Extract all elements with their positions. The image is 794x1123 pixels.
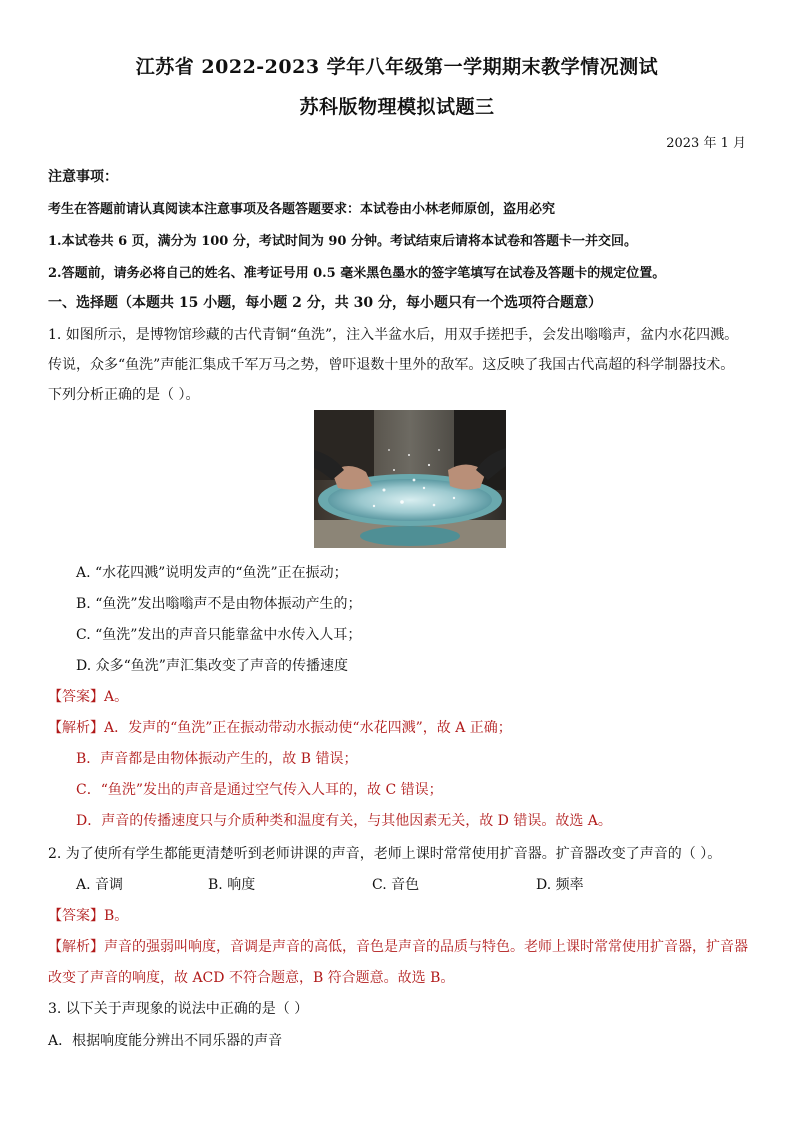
- exam-subtitle: 苏科版物理模拟试题三: [299, 96, 495, 118]
- q2-option-d: D. 频率: [536, 877, 584, 893]
- section-heading: 一、选择题（本题共 15 小题，每小题 2 分，共 30 分，每小题只有一个选项符合题意）: [48, 295, 602, 311]
- notice-line-2: 1.本试卷共 6 页，满分为 100 分，考试时间为 90 分钟。考试结束后请将本试卷和答题卡一并交回。: [48, 234, 637, 249]
- q2-analysis-line-2: 改变了声音的响度，故 ACD 不符合题意，B 符合题意。故选 B。: [48, 970, 455, 986]
- q1-option-b: B. “鱼洗”发出嗡嗡声不是由物体振动产生的；: [76, 596, 362, 612]
- q3-option-a: A．根据响度能分辨出不同乐器的声音: [48, 1033, 283, 1049]
- q1-analysis-line-2: B．声音都是由物体振动产生的，故 B 错误；: [76, 751, 358, 767]
- notice-heading: 注意事项：: [48, 169, 118, 185]
- q2-option-b: B. 响度: [208, 877, 256, 893]
- q1-stem-line-2: 传说，众多“鱼洗”声能汇集成千军万马之势，曾吓退数十里外的敌军。这反映了我国古代高超的科学制器技术。: [48, 357, 735, 373]
- q1-option-a: A. “水花四溅”说明发声的“鱼洗”正在振动；: [76, 565, 348, 581]
- q1-analysis-line-1: 【解析】A．发声的“鱼洗”正在振动带动水振动使“水花四溅”，故 A 正确；: [48, 720, 512, 736]
- q1-analysis-line-4: D．声音的传播速度只与介质种类和温度有关，与其他因素无关，故 D 错误。故选 A。: [76, 813, 612, 829]
- fish-basin-photo: [314, 410, 506, 548]
- fish-basin-photo-illustration: [314, 410, 506, 548]
- q1-stem-line-3: 下列分析正确的是（ ）。: [48, 387, 200, 403]
- q1-option-c: C. “鱼洗”发出的声音只能靠盆中水传入人耳；: [76, 627, 362, 643]
- notice-line-3: 2.答题前，请务必将自己的姓名、准考证号用 0.5 毫米黑色墨水的签字笔填写在试卷及答题卡的规定位置。: [48, 266, 666, 281]
- q2-stem: 2. 为了使所有学生都能更清楚听到老师讲课的声音，老师上课时常常使用扩音器。扩音器改变了声音的（ ）。: [48, 846, 722, 862]
- q1-analysis-line-3: C．“鱼洗”发出的声音是通过空气传入人耳的，故 C 错误；: [76, 782, 443, 798]
- q1-option-d: D. 众多“鱼洗”声汇集改变了声音的传播速度: [76, 658, 348, 674]
- q1-stem-line-1: 1. 如图所示，是博物馆珍藏的古代青铜“鱼洗”，注入半盆水后，用双手搓把手，会发出嗡嗡声，盆内水花四溅。: [48, 327, 739, 343]
- q1-answer: 【答案】A。: [48, 689, 129, 705]
- notice-line-1: 考生在答题前请认真阅读本注意事项及各题答题要求：本试卷由小林老师原创，盗用必究: [48, 202, 556, 217]
- q2-option-c: C. 音色: [372, 877, 420, 893]
- q2-analysis-line-1: 【解析】声音的强弱叫响度，音调是声音的高低，音色是声音的品质与特色。老师上课时常常使用扩音器，扩音器: [48, 939, 748, 955]
- exam-date: 2023 年 1 月: [666, 136, 746, 151]
- q2-answer: 【答案】B。: [48, 908, 129, 924]
- exam-title: 江苏省 2022-2023 学年八年级第一学期期末教学情况测试: [135, 56, 659, 78]
- q3-stem: 3. 以下关于声现象的说法中正确的是（ ）: [48, 1001, 309, 1017]
- q2-option-a: A. 音调: [76, 877, 124, 893]
